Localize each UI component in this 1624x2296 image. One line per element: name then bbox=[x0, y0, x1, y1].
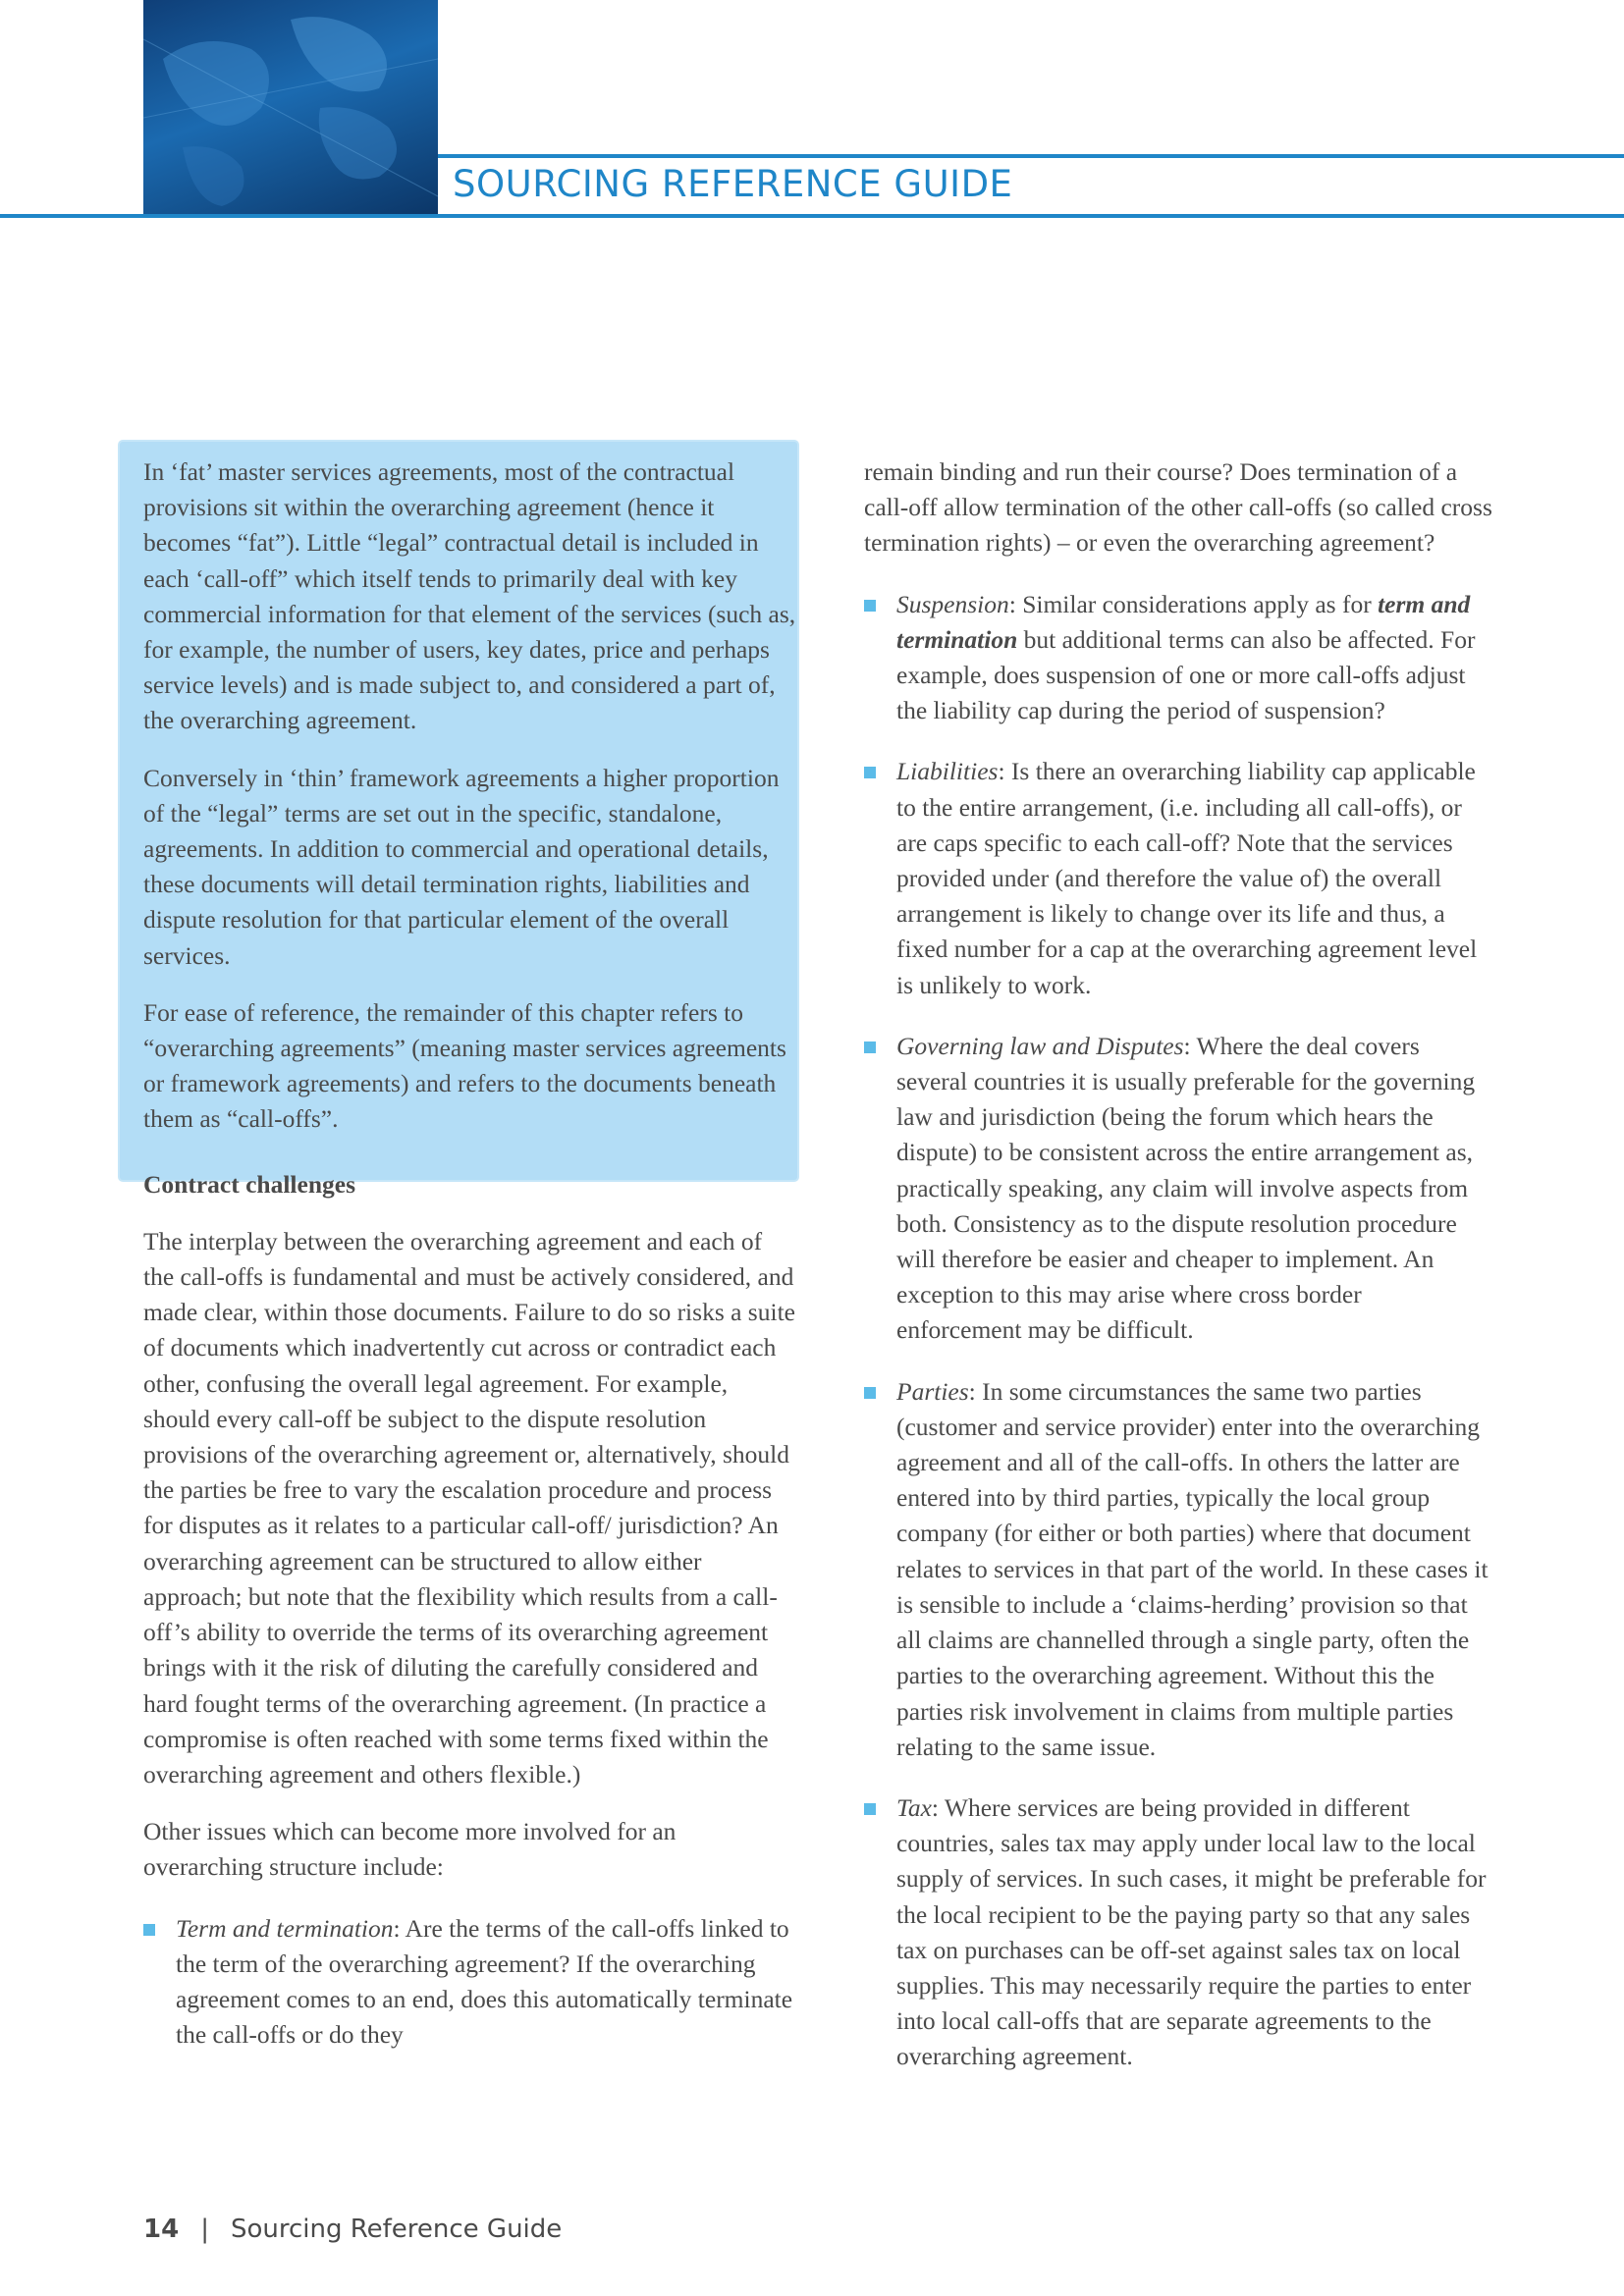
bullet-item bbox=[864, 1374, 1492, 1765]
bullet-square-icon bbox=[143, 1924, 155, 1936]
bullet-term: Tax bbox=[896, 1792, 932, 1822]
left-column bbox=[143, 454, 796, 2053]
footer-separator: | bbox=[200, 2215, 209, 2244]
header-globe-image bbox=[143, 0, 438, 218]
bullet-square-icon bbox=[864, 1803, 876, 1815]
bullet-term: Liabilities bbox=[896, 757, 999, 786]
globe-map-graphic bbox=[143, 0, 438, 218]
bullet-square-icon bbox=[864, 1387, 876, 1399]
header-rule-bottom bbox=[0, 214, 1624, 218]
page-number: 14 bbox=[143, 2215, 180, 2244]
bullet-text: : Where the deal covers several countries it is usually preferable for the governing law and jurisdiction (being the forum which hears the dispute) to be consistent across the entire arrangement as, practically speaking, any claim will involve aspects from both. Consistency as to the dispute resolution procedure will therefore be easier and cheaper to implement. An exception to this may arise where cross border enforcement may be difficult. bbox=[896, 1031, 1476, 1345]
callout-paragraph: In ‘fat’ master services agreements, most of the contractual provisions sit within the overarching agreement (hence it becomes “fat”). Little “legal” contractual detail is included in each ‘call-off” which itself tends to primarily deal with key commercial information for that element of the services (such as, for example, the number of users, key dates, price and perhaps service levels) and is made subject to, and considered a part of, the overarching agreement. bbox=[143, 457, 796, 735]
footer-label: Sourcing Reference Guide bbox=[230, 2215, 563, 2244]
header-rule-top bbox=[438, 154, 1624, 158]
bullet-term: Suspension bbox=[896, 589, 1009, 618]
callout-paragraph: For ease of reference, the remainder of this chapter refers to “overarching agreements” (meaning master services agreements or framework agreements) and refers to the documents beneath them as “call-offs”. bbox=[143, 997, 786, 1134]
bullet-text: : Is there an overarching liability cap applicable to the entire arrangement, (i.e. including all call-offs), or are caps specific to each call-off? Note that the services provided under (and therefore the value of) the overall arrangement is likely to change over its life and thus, a fixed number for a cap at the overarching agreement level is unlikely to work. bbox=[896, 757, 1478, 999]
section-heading: Contract challenges bbox=[143, 1169, 356, 1199]
bullet-text: but additional terms can also be affected. For example, does suspension of one or more call-offs adjust the liability cap during the period of suspension? bbox=[896, 624, 1476, 725]
bullet-term: Governing law and Disputes bbox=[896, 1031, 1184, 1060]
bullet-text: : Are the terms of the call-offs linked to the term of the overarching agreement? If the overarching agreement comes to an end, does this automatically terminate the call-offs or do they bbox=[176, 1913, 793, 2050]
body-paragraph: The interplay between the overarching agreement and each of the call-offs is fundamental and must be actively considered, and made clear, within those documents. Failure to do so risks a suite of documents which inadvertently cut across or contradict each other, confusing the overall legal agreement. For example, should every call-off be subject to the dispute resolution provisions of the overarching agreement or, alternatively, should the parties be free to vary the escalation procedure and process for disputes as it relates to a particular call-off/ jurisdiction? An overarching agreement can be structured to allow either approach; but note that the flexibility which results from a call-off’s ability to override the terms of its overarching agreement brings with it the risk of diluting the carefully considered and hard fought terms of the overarching agreement. (In practice a compromise is often reached with some terms fixed within the overarching agreement and others flexible.) bbox=[143, 1226, 795, 1789]
page-footer bbox=[143, 2215, 562, 2244]
callout-paragraph: Conversely in ‘thin’ framework agreements a higher proportion of the “legal” terms are set out in the specific, standalone, agreements. In addition to commercial and operational details, these documents will detail termination rights, liabilities and dispute resolution for that particular element of the overall services. bbox=[143, 763, 780, 970]
bullet-item bbox=[143, 1911, 796, 2054]
bullet-text: : In some circumstances the same two parties (customer and service provider) enter into the overarching agreement and all of the call-offs. In others the latter are entered into by third parties, typically the local group company (for either or both parties) where that document relates to services in that part of the world. In these cases it is sensible to include a ‘claims-herding’ provision so that all claims are channelled through a single party, often the parties to the overarching agreement. Without this the parties risk involvement in claims from multiple parties relating to the same issue. bbox=[896, 1376, 1489, 1761]
bullet-text: : Where services are being provided in different countries, sales tax may apply under local law to the local supply of services. In such cases, it might be preferable for the local recipient to be the paying party so that any sales tax on purchases can be off-set against sales tax on local supplies. This may necessarily require the parties to enter into local call-offs that are separate agreements to the overarching agreement. bbox=[896, 1792, 1487, 2071]
bullet-term: Term and termination bbox=[176, 1913, 394, 1943]
bullet-continuation: remain binding and run their course? Does termination of a call-off allow termination of the other call-offs (so called cross termination rights) – or even the overarching agreement? bbox=[864, 457, 1492, 558]
bullet-item bbox=[864, 1029, 1492, 1349]
bullet-item bbox=[864, 1790, 1492, 2075]
body-paragraph: Other issues which can become more involved for an overarching structure include: bbox=[143, 1817, 677, 1882]
bullet-text: : Similar considerations apply as for bbox=[1008, 589, 1379, 618]
bullet-emphasis: term and termination bbox=[896, 589, 1471, 654]
bullet-term: Parties bbox=[896, 1376, 969, 1406]
right-column bbox=[864, 454, 1492, 2075]
bullet-item bbox=[864, 587, 1492, 729]
bullet-item bbox=[864, 754, 1492, 1002]
page-header-title: SOURCING REFERENCE GUIDE bbox=[453, 163, 1013, 205]
bullet-square-icon bbox=[864, 767, 876, 778]
bullet-square-icon bbox=[864, 600, 876, 612]
bullet-square-icon bbox=[864, 1041, 876, 1053]
